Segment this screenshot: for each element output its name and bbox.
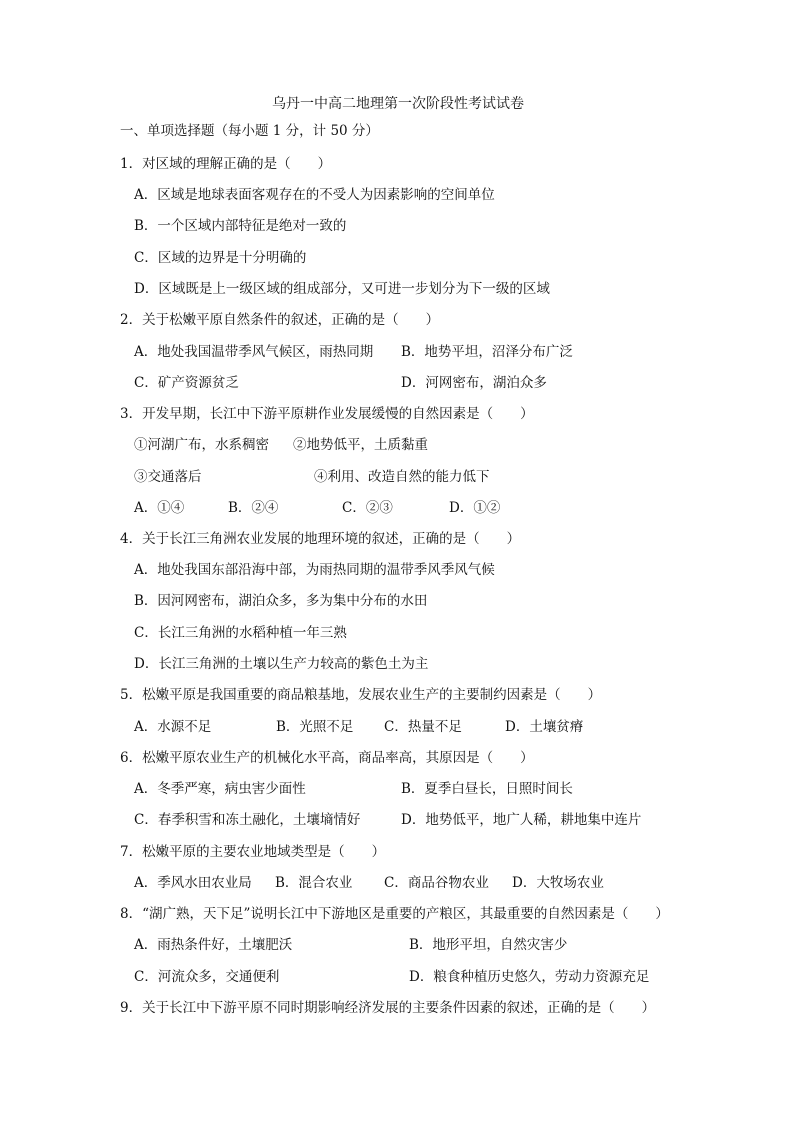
question-3-stem: 3．开发早期，长江中下游平原耕作业发展缓慢的自然因素是（ ） <box>120 406 534 422</box>
q7-option-b: B．混合农业 <box>275 875 353 891</box>
question-6-stem: 6．松嫩平原农业生产的机械化水平高，商品率高，其原因是（ ） <box>120 750 534 766</box>
q2-option-a: A．地处我国温带季风气候区，雨热同期 <box>134 344 374 360</box>
q3-option-c: C．②③ <box>342 500 393 516</box>
question-5-stem: 5．松嫩平原是我国重要的商品粮基地，发展农业生产的主要制约因素是（ ） <box>120 687 602 703</box>
q1-option-d: D．区域既是上一级区域的组成部分，又可进一步划分为下一级的区域 <box>134 281 550 297</box>
q1-option-b: B．一个区域内部特征是绝对一致的 <box>134 218 347 234</box>
q4-option-d: D．长江三角洲的土壤以生产力较高的紫色土为主 <box>134 656 429 672</box>
q3-item-4: ④利用、改造自然的能力低下 <box>314 469 490 485</box>
section-heading: 一、单项选择题（每小题 1 分，计 50 分） <box>120 123 379 139</box>
question-1-stem: 1．对区域的理解正确的是（ ） <box>120 156 332 172</box>
q4-option-b: B．因河网密布，湖泊众多，多为集中分布的水田 <box>134 593 428 609</box>
q5-option-a: A．水源不足 <box>134 719 212 735</box>
page-title: 乌丹一中高二地理第一次阶段性考试试卷 <box>272 96 524 112</box>
q3-item-1: ①河湖广布，水系稠密 <box>134 437 269 453</box>
question-7-stem: 7．松嫩平原的主要农业地域类型是（ ） <box>120 844 386 860</box>
q5-option-d: D．土壤贫瘠 <box>505 719 584 735</box>
q2-option-d: D．河网密布，湖泊众多 <box>401 375 547 391</box>
q3-item-3: ③交通落后 <box>134 469 202 485</box>
q7-option-d: D．大牧场农业 <box>512 875 604 891</box>
q6-option-b: B．夏季白昼长，日照时间长 <box>401 781 573 797</box>
q6-option-d: D．地势低平，地广人稀，耕地集中连片 <box>401 812 642 828</box>
q5-option-b: B．光照不足 <box>276 719 354 735</box>
q3-option-d: D．①② <box>449 500 501 516</box>
q7-option-a: A．季风水田农业局 <box>134 875 252 891</box>
q2-option-b: B．地势平坦，沼泽分布广泛 <box>401 344 573 360</box>
q4-option-c: C．长江三角洲的水稻种植一年三熟 <box>134 625 347 641</box>
q8-option-d: D．粮食种植历史悠久，劳动力资源充足 <box>409 969 650 985</box>
q3-option-a: A．①④ <box>134 500 185 516</box>
question-9-stem: 9．关于长江中下游平原不同时期影响经济发展的主要条件因素的叙述，正确的是（ ） <box>120 1000 656 1016</box>
q2-option-c: C．矿产资源贫乏 <box>134 375 239 391</box>
q7-option-c: C．商品谷物农业 <box>384 875 489 891</box>
q6-option-a: A．冬季严寒，病虫害少面性 <box>134 781 306 797</box>
question-8-stem: 8．“湖广熟，天下足”说明长江中下游地区是重要的产粮区，其最重要的自然因素是（ ） <box>120 906 669 922</box>
q1-option-a: A．区域是地球表面客观存在的不受人为因素影响的空间单位 <box>134 187 495 203</box>
question-4-stem: 4．关于长江三角洲农业发展的地理环境的叙述，正确的是（ ） <box>120 531 521 547</box>
question-2-stem: 2．关于松嫩平原自然条件的叙述，正确的是（ ） <box>120 312 440 328</box>
q1-option-c: C．区域的边界是十分明确的 <box>134 250 307 266</box>
q3-option-b: B．②④ <box>228 500 279 516</box>
q4-option-a: A．地处我国东部沿海中部，为雨热同期的温带季风季风气候 <box>134 562 495 578</box>
q5-option-c: C．热量不足 <box>384 719 462 735</box>
q8-option-c: C．河流众多，交通便利 <box>134 969 280 985</box>
q8-option-a: A．雨热条件好，土壤肥沃 <box>134 937 293 953</box>
q3-item-2: ②地势低平，土质黏重 <box>293 437 428 453</box>
q8-option-b: B．地形平坦，自然灾害少 <box>409 937 568 953</box>
q6-option-c: C．春季积雪和冻土融化，土壤墒情好 <box>134 812 361 828</box>
